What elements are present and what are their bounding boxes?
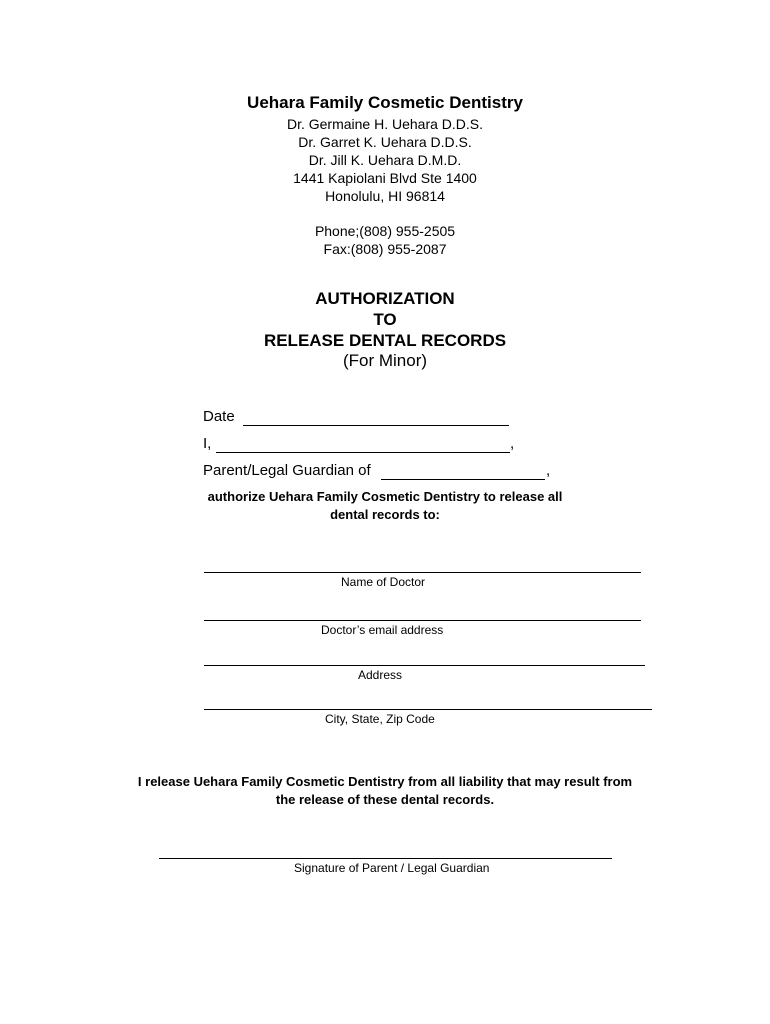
- release-line-2: the release of these dental records.: [275, 792, 495, 807]
- doctor-caption: Name of Doctor: [341, 575, 426, 589]
- name-prefix: I,: [203, 435, 212, 452]
- title-subtitle: (For Minor): [342, 351, 428, 370]
- minor-name-field[interactable]: [381, 479, 545, 480]
- doctor-1: Dr. Germaine H. Uehara D.D.S.: [286, 116, 484, 132]
- date-label: Date: [203, 408, 235, 425]
- fax: Fax:(808) 955-2087: [323, 241, 447, 257]
- doctor-email-field[interactable]: [204, 620, 641, 621]
- name-suffix: ,: [510, 435, 515, 452]
- guardian-suffix: ,: [546, 462, 551, 479]
- authorize-line-1: authorize Uehara Family Cosmetic Dentistry to release all: [207, 489, 563, 504]
- phone: Phone;(808) 955-2505: [314, 223, 456, 239]
- title-release: RELEASE DENTAL RECORDS: [263, 331, 507, 350]
- doctor-3: Dr. Jill K. Uehara D.M.D.: [308, 152, 462, 168]
- guardian-name-field[interactable]: [216, 452, 510, 453]
- release-line-1: I release Uehara Family Cosmetic Dentistry from all liability that may result from: [137, 774, 633, 789]
- title-to: TO: [373, 310, 397, 329]
- signature-field[interactable]: [159, 858, 612, 859]
- date-field[interactable]: [243, 425, 509, 426]
- authorize-line-2: dental records to:: [330, 507, 440, 522]
- title-authorization: AUTHORIZATION: [315, 289, 455, 308]
- city-caption: City, State, Zip Code: [325, 712, 435, 726]
- address-line-1: 1441 Kapiolani Blvd Ste 1400: [293, 170, 477, 186]
- doctor-name-field[interactable]: [204, 572, 641, 573]
- address-line-2: Honolulu, HI 96814: [325, 188, 445, 204]
- signature-caption: Signature of Parent / Legal Guardian: [294, 861, 490, 875]
- practice-name: Uehara Family Cosmetic Dentistry: [247, 93, 523, 112]
- email-caption: Doctor’s email address: [321, 623, 444, 637]
- address-field[interactable]: [204, 665, 645, 666]
- city-state-zip-field[interactable]: [204, 709, 652, 710]
- doctor-2: Dr. Garret K. Uehara D.D.S.: [298, 134, 472, 150]
- address-caption: Address: [358, 668, 403, 682]
- guardian-label: Parent/Legal Guardian of: [203, 462, 371, 479]
